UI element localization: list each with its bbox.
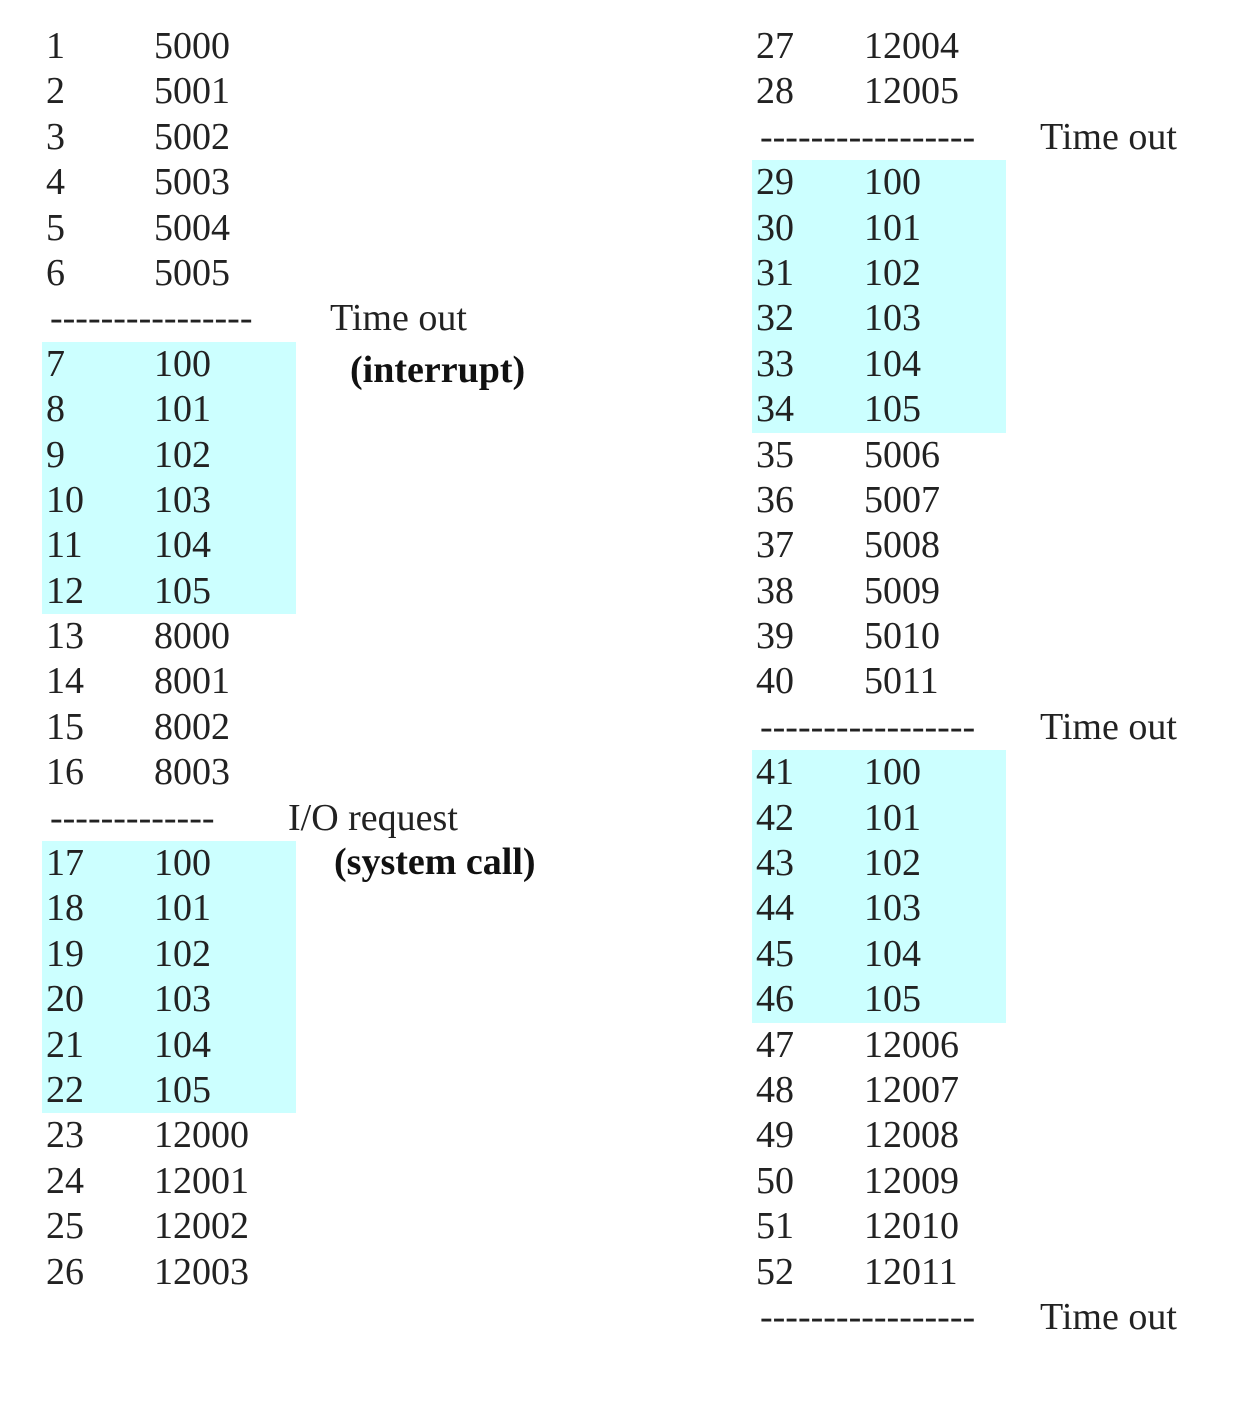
instruction-address: 105 [864,978,921,1021]
cycle-number: 30 [756,206,794,249]
cycle-number: 28 [756,70,794,113]
instruction-address: 103 [864,297,921,340]
cycle-number: 37 [756,524,794,567]
instruction-address: 104 [154,524,211,567]
cycle-number: 19 [46,932,84,975]
cycle-number: 50 [756,1159,794,1202]
cycle-number: 39 [756,615,794,658]
cycle-number: 29 [756,161,794,204]
cycle-number: 52 [756,1250,794,1293]
cycle-number: 51 [756,1205,794,1248]
separator-dashes: ----------------- [760,705,976,748]
separator-label: Time out [1040,115,1177,158]
instruction-address: 100 [864,161,921,204]
system-call-note: (system call) [334,841,536,883]
separator-label: Time out [1040,705,1177,748]
instruction-address: 12002 [154,1205,249,1248]
instruction-address: 100 [864,751,921,794]
instruction-address: 105 [864,388,921,431]
cycle-number: 48 [756,1068,794,1111]
instruction-address: 12010 [864,1205,959,1248]
instruction-address: 104 [154,1023,211,1066]
instruction-address: 104 [864,342,921,385]
cycle-number: 47 [756,1023,794,1066]
cycle-number: 17 [46,842,84,885]
instruction-address: 102 [864,251,921,294]
instruction-address: 5008 [864,524,940,567]
instruction-address: 102 [154,433,211,476]
instruction-address: 5007 [864,478,940,521]
cycle-number: 24 [46,1159,84,1202]
cycle-number: 8 [46,388,65,431]
cycle-number: 31 [756,251,794,294]
cycle-number: 10 [46,478,84,521]
cycle-number: 27 [756,25,794,67]
instruction-address: 5005 [154,251,230,294]
instruction-address: 102 [864,842,921,885]
separator-label: Time out [330,297,467,340]
separator-dashes: ---------------- [50,297,253,340]
instruction-address: 103 [864,887,921,930]
instruction-address: 5011 [864,660,939,703]
cycle-number: 46 [756,978,794,1021]
cycle-number: 20 [46,978,84,1021]
cycle-number: 49 [756,1114,794,1157]
cycle-number: 35 [756,433,794,476]
instruction-address: 101 [864,206,921,249]
instruction-address: 5001 [154,70,230,113]
cycle-number: 6 [46,251,65,294]
instruction-address: 12000 [154,1114,249,1157]
cycle-number: 11 [46,524,83,567]
cycle-number: 40 [756,660,794,703]
instruction-address: 8000 [154,615,230,658]
instruction-address: 100 [154,842,211,885]
cycle-number: 45 [756,932,794,975]
instruction-address: 8003 [154,751,230,794]
cycle-number: 7 [46,342,65,385]
cycle-number: 32 [756,297,794,340]
instruction-address: 105 [154,1068,211,1111]
instruction-address: 101 [154,887,211,930]
interrupt-note: (interrupt) [350,349,526,391]
cycle-number: 16 [46,751,84,794]
cycle-number: 13 [46,615,84,658]
instruction-address: 5000 [154,25,230,67]
instruction-address: 104 [864,932,921,975]
instruction-address: 5003 [154,161,230,204]
cycle-number: 15 [46,705,84,748]
instruction-address: 12004 [864,25,959,67]
cycle-number: 5 [46,206,65,249]
instruction-address: 103 [154,978,211,1021]
instruction-address: 5010 [864,615,940,658]
instruction-address: 12009 [864,1159,959,1202]
separator-dashes: ----------------- [760,115,976,158]
cycle-number: 23 [46,1114,84,1157]
separator-dashes: ----------------- [760,1295,976,1338]
cycle-number: 4 [46,161,65,204]
cycle-number: 22 [46,1068,84,1111]
cycle-number: 33 [756,342,794,385]
cycle-number: 42 [756,796,794,839]
instruction-address: 101 [154,388,211,431]
cycle-number: 36 [756,478,794,521]
instruction-address: 8001 [154,660,230,703]
instruction-address: 105 [154,569,211,612]
instruction-address: 5004 [154,206,230,249]
instruction-address: 12003 [154,1250,249,1293]
cycle-number: 26 [46,1250,84,1293]
instruction-address: 8002 [154,705,230,748]
separator-dashes: ------------- [50,796,215,839]
cycle-number: 25 [46,1205,84,1248]
cycle-number: 38 [756,569,794,612]
instruction-address: 101 [864,796,921,839]
separator-label: I/O request [288,796,458,839]
cycle-number: 18 [46,887,84,930]
instruction-address: 12001 [154,1159,249,1202]
instruction-address: 12011 [864,1250,958,1293]
instruction-address: 12006 [864,1023,959,1066]
cycle-number: 34 [756,388,794,431]
instruction-address: 5006 [864,433,940,476]
cycle-number: 9 [46,433,65,476]
instruction-address: 103 [154,478,211,521]
instruction-address: 5009 [864,569,940,612]
cycle-number: 12 [46,569,84,612]
cycle-number: 3 [46,115,65,158]
instruction-address: 12005 [864,70,959,113]
cycle-number: 1 [46,25,65,67]
cycle-number: 41 [756,751,794,794]
separator-label: Time out [1040,1295,1177,1338]
instruction-address: 12007 [864,1068,959,1111]
cycle-number: 2 [46,70,65,113]
instruction-address: 100 [154,342,211,385]
instruction-address: 5002 [154,115,230,158]
instruction-address: 102 [154,932,211,975]
cycle-number: 14 [46,660,84,703]
cycle-number: 44 [756,887,794,930]
instruction-address: 12008 [864,1114,959,1157]
cycle-number: 21 [46,1023,84,1066]
cycle-number: 43 [756,842,794,885]
